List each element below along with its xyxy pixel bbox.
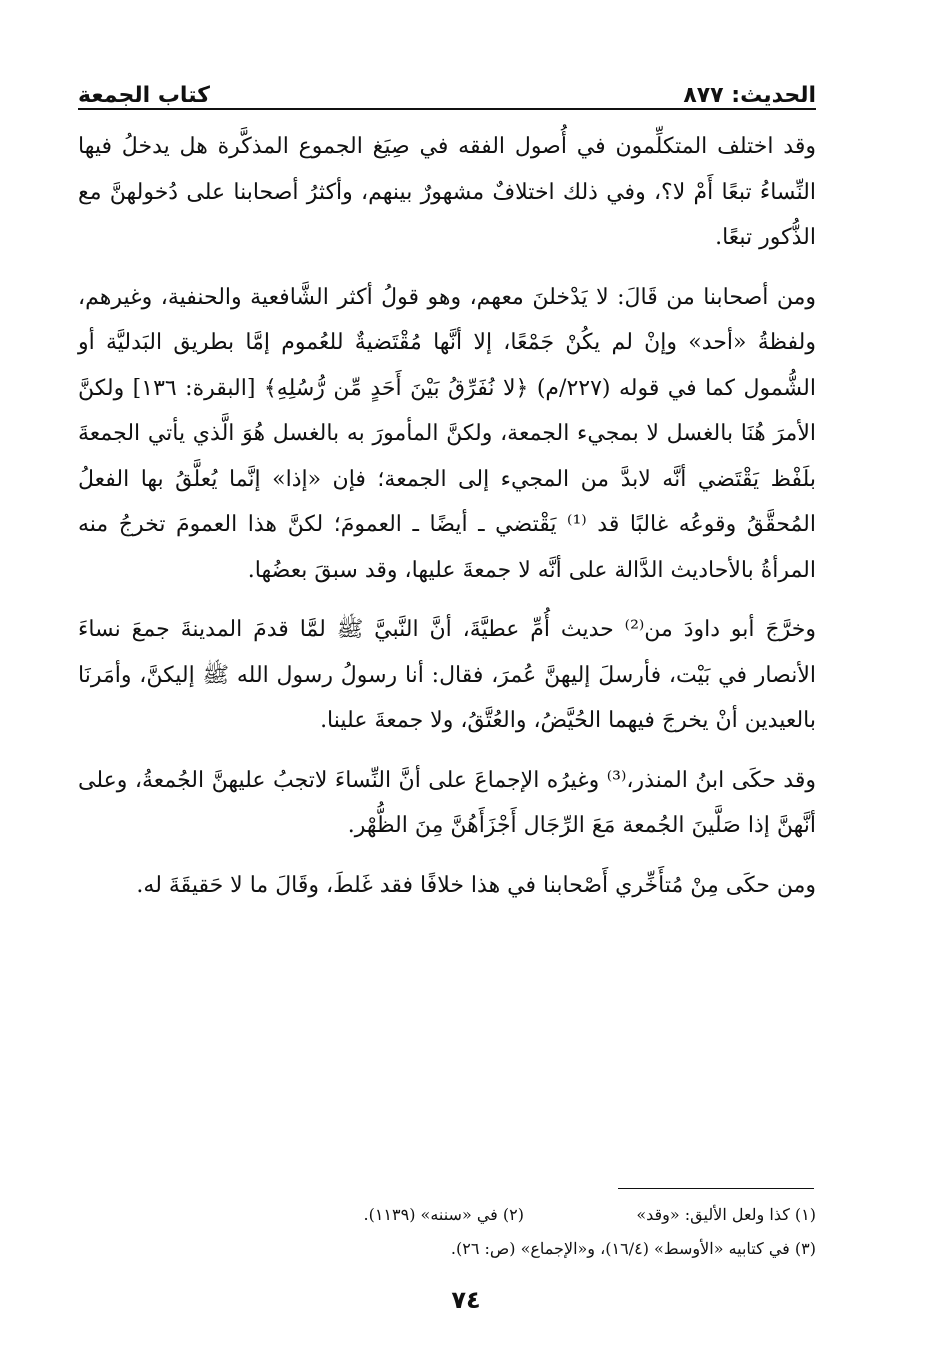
footnote-2: (٢) في «سننه» (١١٣٩). (363, 1205, 524, 1224)
paragraph-3: وخرَّجَ أبو داودَ من⁽²⁾ حديث أُمِّ عطيَّةَ، أنَّ النَّبيَّ ﷺ لمَّا قدمَ المدينةَ جمعَ نساءَ الأنصار في بَيْت، فأرسلَ إليهنَّ عُمرَ، فقال: أنا رسولُ رسول الله ﷺ إليكنَّ، وأمَرنَا بالعيدين أنْ يخرجَ فيهما الحُيَّضُ، والعُتَّقُ، ولا جمعةَ علينا. (78, 617, 816, 733)
footnote-divider (618, 1188, 814, 1189)
page-number: ٧٤ (451, 1286, 481, 1314)
paragraph-2: ومن أصحابنا من قَالَ: لا يَدْخلنَ معهم، وهو قولُ أكثر الشَّافعية والحنفية، وغيرهم، ولفظةُ «أحد» وإنْ لم يكُنْ جَمْعًا، إلا أنَّها مُقْتَضيةٌ للعُموم إمَّا بطريق البَدليَّة أو الشُّمول كما في قوله (٢٢٧/م) ﴿لا نُفَرِّقُ بَيْنَ أَحَدٍ مِّن رُّسُلِهِ﴾ [البقرة: ١٣٦] ولكنَّ الأمرَ هُنَا بالغسل لا بمجيء الجمعة، ولكنَّ المأمورَ به بالغسل هُوَ الَّذي يأتي الجمعةَ بلَفْظ يَقْتَضي أنَّه لابدَّ من المجيء إلى الجمعة؛ فإن «إذا» إنَّما يُعلَّقُ بها الفعلُ المُحقَّقُ وقوعُه غالبًا قد ⁽¹⁾ يَقْتضي ـ أيضًا ـ العمومَ؛ لكنَّ هذا العمومَ تخرجُ منه المرأةُ بالأحاديث الدَّالة على أنَّه لا جمعةَ عليها، وقد سبقَ بعضُها. (78, 284, 816, 583)
paragraph-1: وقد اختلف المتكلِّمون في أُصول الفقه في صِيَغ الجموع المذكَّرة هل يدخلُ فيها النِّساءُ تبعًا أَمْ لا؟، وفي ذلك اختلافٌ مشهورٌ بينهم، وأكثرُ أصحابنا على دُخولهنَّ مع الذُّكور تبعًا. (78, 134, 816, 250)
footnote-1: (١) كذا ولعل الأليق: «وقد» (636, 1205, 816, 1224)
footnote-row-1 (78, 1198, 816, 1232)
header-book-title: كتاب الجمعة (78, 83, 210, 108)
footnotes (78, 1198, 816, 1266)
main-text (78, 124, 816, 922)
header-hadith-number: الحديث: ٨٧٧ (683, 83, 816, 108)
header-divider (78, 108, 816, 110)
footnote-3: (٣) في كتابيه «الأوسط» (١٦/٤)، و«الإجماع» (ص: ٢٦). (450, 1239, 816, 1258)
paragraph-4: وقد حكَى ابنُ المنذر،⁽³⁾ وغيرُه الإجماعَ على أنَّ النِّساءَ لاتجبُ عليهنَّ الجُمعةُ، وعلى أنَّهنَّ إذا صَلَّينَ الجُمعة مَعَ الرِّجَال أَجْزَأَهُنَّ مِنَ الظُّهْر. (78, 767, 816, 838)
running-header (78, 68, 816, 108)
footnote-row-2 (78, 1232, 816, 1266)
paragraph-5: ومن حكَى مِنْ مُتأَخِّري أَصْحابنا في هذا خلافًا فقد غَلطَ، وقَالَ ما لا حَقيقَةَ له. (136, 872, 816, 898)
